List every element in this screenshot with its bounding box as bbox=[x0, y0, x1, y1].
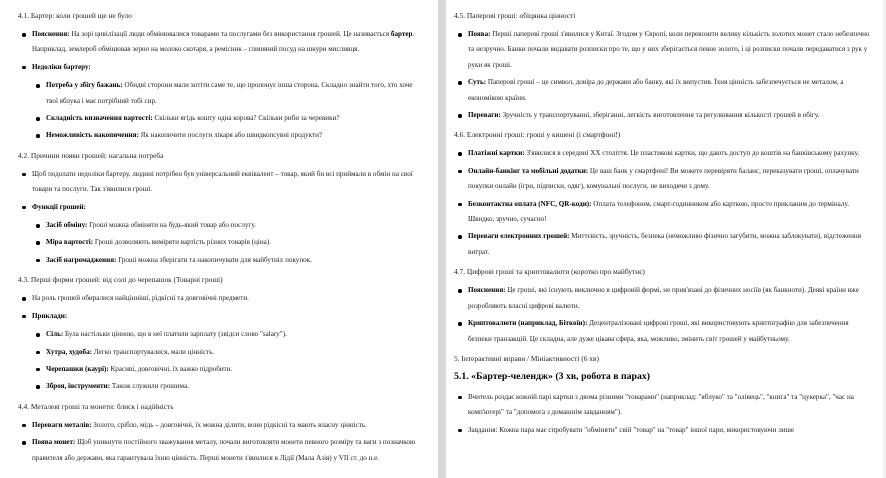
list-item: Щоб подолати недоліки бартеру, людині потрібен був універсальний еквівалент – товар, який би всі приймали в обмін на свої товари та послуги. Так з'явилися гроші. bbox=[32, 167, 424, 198]
list-item: Хутра, худоба: Легко транспортувалися, мали цінність. bbox=[46, 345, 424, 360]
list-item: Черепашки (каурі): Красиві, довговічні, їх важко підробити. bbox=[46, 362, 424, 377]
section-heading-reasons: 4.2. Причини появи грошей: нагальна потреба bbox=[18, 150, 164, 160]
list-item: Поява монет: Щоб уникнути постійного зважування металу, почали виготовляти монети певного розміру та ваги з позначкою правителя або держави, яка гарантувала їхню цінність. Перші монети з'явилися в Лідії (Мала Азія) у VII ст. до н.е. bbox=[32, 435, 424, 466]
list-item: Складність визначення вартості: Скільки ягідь кошту одна корова? Скільки риби за черевики? bbox=[46, 111, 424, 126]
reasons-list bbox=[18, 167, 424, 268]
list-item: Неможливість накопичення: Як накопичити послуги лікаря або швидкопсувні продукти? bbox=[46, 128, 424, 143]
document-page-right bbox=[446, 0, 886, 478]
list-item: Приклади: Сіль: Була настільки цінною, що в неї платили зарплату (звідси слово "salary"). Хутра, худоба: Легко транспортувалися, мали цінність. Черепашки (каурі): Красиві, довговічні, їх важко підробити. Зброя, інструменти: Також служили грошима. bbox=[32, 309, 424, 395]
section-heading-interactive: 5. Інтерактивні вправи / Мініактивності (6 хв) bbox=[454, 353, 599, 363]
examples-list bbox=[32, 327, 424, 395]
list-item: Зброя, інструменти: Також служили грошима. bbox=[46, 379, 424, 394]
list-item: Переваги електронних грошей: Миттєвість, зручність, безпека (неможливо фізично загубити, можна заблокувати), відстеження витрат. bbox=[468, 229, 872, 260]
paper-list bbox=[454, 27, 872, 123]
section-heading-challenge: 5.1. «Бартер-челендж» (3 хв, робота в парах) bbox=[454, 370, 651, 382]
functions-list bbox=[32, 218, 424, 268]
section-heading-metal: 4.4. Металеві гроші та монети: блиск і надійність bbox=[18, 401, 174, 411]
electronic-list bbox=[454, 146, 872, 260]
list-item: Онлайн-банкінг та мобільні додатки: Це ваш банк у смартфоні! Ви можете перевіряти баланс, переказувати гроші, оплачувати покупки онлайн (ігри, підписки, одяг), комунальні послуги, не виходячи з дому. bbox=[468, 164, 872, 195]
list-item: Недоліки бартеру: Потреба у збігу бажань: Обидві сторони мали хотіти саме те, що пропонує інша сторона. Складно знайти того, хто хоче твої яблука і має потрібний тобі сир. Складність визначення вартості: Скільки ягідь кошту одна корова? Скільки риби за черевики? Неможливість накопичення: Як накопичити послуги лікаря або швидкопсувні продукти? bbox=[32, 60, 424, 144]
list-item: Суть: Паперові гроші – це символ, довіра до держави або банку, які їх випустив. Їхня цінність забезпечується не металом, а економікою країни. bbox=[468, 75, 872, 106]
page-divider bbox=[438, 0, 446, 478]
list-item: Пояснення: На зорі цивілізації люди обмінювалися товарами та послугами без використання грошей. Це називається бартер. Наприклад, землероб обмінював зерно на молоко скотаря, а ремісник – глиняний посуд на шкури мисливця. bbox=[32, 27, 424, 58]
list-item: На роль грошей обиралися найцінніші, рідкісні та довговічні предмети. bbox=[32, 291, 424, 306]
list-item: Міра вартості: Гроші дозволяють виміряти вартість різних товарів (ціна). bbox=[46, 235, 424, 250]
list-item: Засіб нагромадження: Гроші можна зберігати та накопичувати для майбутніх покупок. bbox=[46, 253, 424, 268]
section-heading-first-forms: 4.3. Перші форми грошей: від солі до черепашок (Товарні гроші) bbox=[18, 275, 223, 285]
crypto-list bbox=[454, 283, 872, 347]
list-item: Сіль: Була настільки цінною, що в неї платили зарплату (звідси слово "salary"). bbox=[46, 327, 424, 342]
list-item: Засіб обміну: Гроші можна обміняти на будь-який товар або послугу. bbox=[46, 218, 424, 233]
barter-list bbox=[18, 27, 424, 144]
list-item: Поява: Перші паперові гроші з'явилися у Китаї. Згодом у Європі, коли перевозити велику кількість золотих монет стало небезпечно та незручно. Банки почали видавати розписки про те, що у них зберігається певне золото, і ці розписки почали передаватися з рук у руки як гроші. bbox=[468, 27, 872, 73]
list-item: Криптовалюти (наприклад, Біткоїн): Децентралізовані цифрові гроші, які використовують криптографію для забезпечення безпеки транзакцій. Це складна, але дуже цікава сфера, яка, можливо, змінить світ грошей у майбутньому. bbox=[468, 316, 872, 347]
section-heading-barter: 4.1. Бартер: коли грошей ще не було bbox=[18, 11, 132, 20]
list-item: Функції грошей: Засіб обміну: Гроші можна обміняти на будь-який товар або послугу. Міра вартості: Гроші дозволяють виміряти вартість різних товарів (ціна). Засіб нагромадження: Гроші можна зберігати та накопичувати для майбутніх покупок. bbox=[32, 200, 424, 269]
list-item: Переваги: Зручність у транспортуванні, зберіганні, легкість виготовлення та регулювання кількості грошей в обігу. bbox=[468, 108, 872, 123]
list-item: Переваги металів: Золото, срібло, мідь – довговічні, їх можна ділити, вони рідкісні та мають власну цінність. bbox=[32, 418, 424, 433]
list-item: Потреба у збігу бажань: Обидві сторони мали хотіти саме те, що пропонує інша сторона. Складно знайти того, хто хоче твої яблука і має потрібний тобі сир. bbox=[46, 78, 424, 109]
barter-cons-list bbox=[32, 78, 424, 144]
challenge-list bbox=[454, 390, 872, 438]
list-item: Пояснення: Це гроші, які існують виключно в цифровій формі, не прив'язані до фізичних носіїв (як банкноти). Деякі країни вже розробляють власні цифрові валюти. bbox=[468, 283, 872, 314]
metal-list bbox=[18, 418, 424, 466]
section-heading-crypto: 4.7. Цифрові гроші та криптовалюти (коротко про майбутнє) bbox=[454, 267, 645, 277]
document-page-left bbox=[0, 0, 438, 478]
section-heading-electronic: 4.6. Електронні гроші: гроші у кишені (і смартфоні!) bbox=[454, 130, 621, 140]
list-item: Вчитель роздає кожній парі картки з двома різними "товарами" (наприклад: "яблуко" та "олівець", "книга" та "цукерка", "час на комп'ютері" та "допомога з домашнім завданням"). bbox=[468, 390, 872, 421]
list-item: Платіжні картки: З'явилися в середині XX століття. Це пластикові картки, що дають доступ до коштів на банківському рахунку. bbox=[468, 146, 872, 161]
list-item: Безконтактна оплата (NFC, QR-коди): Оплата телефоном, смарт-годинником або карткою, просто прикланим до терміналу. Швидко, зручно, сучасно! bbox=[468, 197, 872, 228]
list-item: Завдання: Кожна пара має спробувати "обміняти" свій "товар" на "товар" іншої пари, використовуючи лише bbox=[468, 423, 872, 438]
section-heading-paper: 4.5. Паперові гроші: обіцянка цінності bbox=[454, 11, 576, 20]
first-forms-list bbox=[18, 291, 424, 394]
